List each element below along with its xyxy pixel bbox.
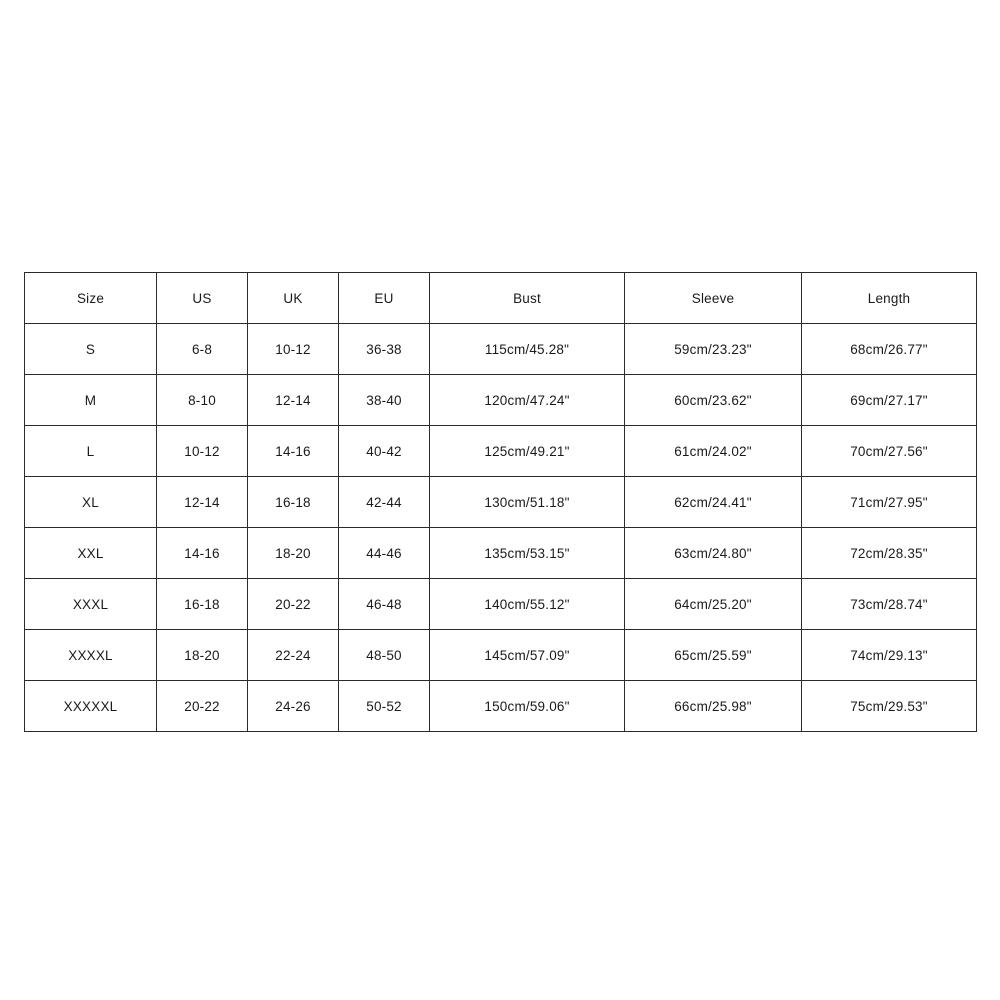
- cell-uk: 22-24: [248, 630, 339, 681]
- cell-eu: 36-38: [339, 324, 430, 375]
- cell-sleeve: 64cm/25.20": [625, 579, 802, 630]
- size-chart-table: [24, 272, 977, 732]
- column-header-bust: Bust: [430, 273, 625, 324]
- cell-eu: 46-48: [339, 579, 430, 630]
- cell-uk: 14-16: [248, 426, 339, 477]
- column-header-eu: EU: [339, 273, 430, 324]
- cell-eu: 38-40: [339, 375, 430, 426]
- column-header-uk: UK: [248, 273, 339, 324]
- cell-bust: 135cm/53.15": [430, 528, 625, 579]
- column-header-sleeve: Sleeve: [625, 273, 802, 324]
- cell-bust: 120cm/47.24": [430, 375, 625, 426]
- cell-sleeve: 61cm/24.02": [625, 426, 802, 477]
- table-row: [25, 375, 977, 426]
- table-row: [25, 681, 977, 732]
- table-row: [25, 630, 977, 681]
- cell-eu: 44-46: [339, 528, 430, 579]
- cell-length: 73cm/28.74": [802, 579, 977, 630]
- cell-length: 68cm/26.77": [802, 324, 977, 375]
- table-row: [25, 426, 977, 477]
- cell-sleeve: 65cm/25.59": [625, 630, 802, 681]
- cell-size: L: [25, 426, 157, 477]
- cell-us: 14-16: [157, 528, 248, 579]
- cell-us: 10-12: [157, 426, 248, 477]
- cell-bust: 115cm/45.28": [430, 324, 625, 375]
- cell-size: XXL: [25, 528, 157, 579]
- cell-length: 69cm/27.17": [802, 375, 977, 426]
- cell-us: 18-20: [157, 630, 248, 681]
- cell-us: 20-22: [157, 681, 248, 732]
- cell-uk: 16-18: [248, 477, 339, 528]
- cell-size: XXXXL: [25, 630, 157, 681]
- cell-bust: 140cm/55.12": [430, 579, 625, 630]
- cell-us: 12-14: [157, 477, 248, 528]
- cell-sleeve: 62cm/24.41": [625, 477, 802, 528]
- table-row: [25, 477, 977, 528]
- table-row: [25, 579, 977, 630]
- cell-uk: 10-12: [248, 324, 339, 375]
- cell-sleeve: 63cm/24.80": [625, 528, 802, 579]
- cell-length: 70cm/27.56": [802, 426, 977, 477]
- column-header-us: US: [157, 273, 248, 324]
- cell-sleeve: 59cm/23.23": [625, 324, 802, 375]
- cell-eu: 50-52: [339, 681, 430, 732]
- size-chart-container: [24, 272, 976, 732]
- cell-us: 16-18: [157, 579, 248, 630]
- cell-length: 74cm/29.13": [802, 630, 977, 681]
- cell-sleeve: 60cm/23.62": [625, 375, 802, 426]
- table-header-row: [25, 273, 977, 324]
- cell-eu: 48-50: [339, 630, 430, 681]
- cell-us: 8-10: [157, 375, 248, 426]
- table-row: [25, 324, 977, 375]
- table-row: [25, 528, 977, 579]
- column-header-length: Length: [802, 273, 977, 324]
- cell-bust: 130cm/51.18": [430, 477, 625, 528]
- cell-us: 6-8: [157, 324, 248, 375]
- cell-bust: 150cm/59.06": [430, 681, 625, 732]
- cell-eu: 42-44: [339, 477, 430, 528]
- cell-uk: 20-22: [248, 579, 339, 630]
- cell-length: 71cm/27.95": [802, 477, 977, 528]
- cell-bust: 145cm/57.09": [430, 630, 625, 681]
- size-chart-body: [25, 324, 977, 732]
- cell-uk: 12-14: [248, 375, 339, 426]
- cell-size: M: [25, 375, 157, 426]
- cell-bust: 125cm/49.21": [430, 426, 625, 477]
- column-header-size: Size: [25, 273, 157, 324]
- cell-size: XL: [25, 477, 157, 528]
- cell-size: XXXXXL: [25, 681, 157, 732]
- cell-eu: 40-42: [339, 426, 430, 477]
- size-chart-head: [25, 273, 977, 324]
- cell-length: 75cm/29.53": [802, 681, 977, 732]
- cell-uk: 24-26: [248, 681, 339, 732]
- cell-length: 72cm/28.35": [802, 528, 977, 579]
- cell-size: XXXL: [25, 579, 157, 630]
- cell-size: S: [25, 324, 157, 375]
- cell-sleeve: 66cm/25.98": [625, 681, 802, 732]
- cell-uk: 18-20: [248, 528, 339, 579]
